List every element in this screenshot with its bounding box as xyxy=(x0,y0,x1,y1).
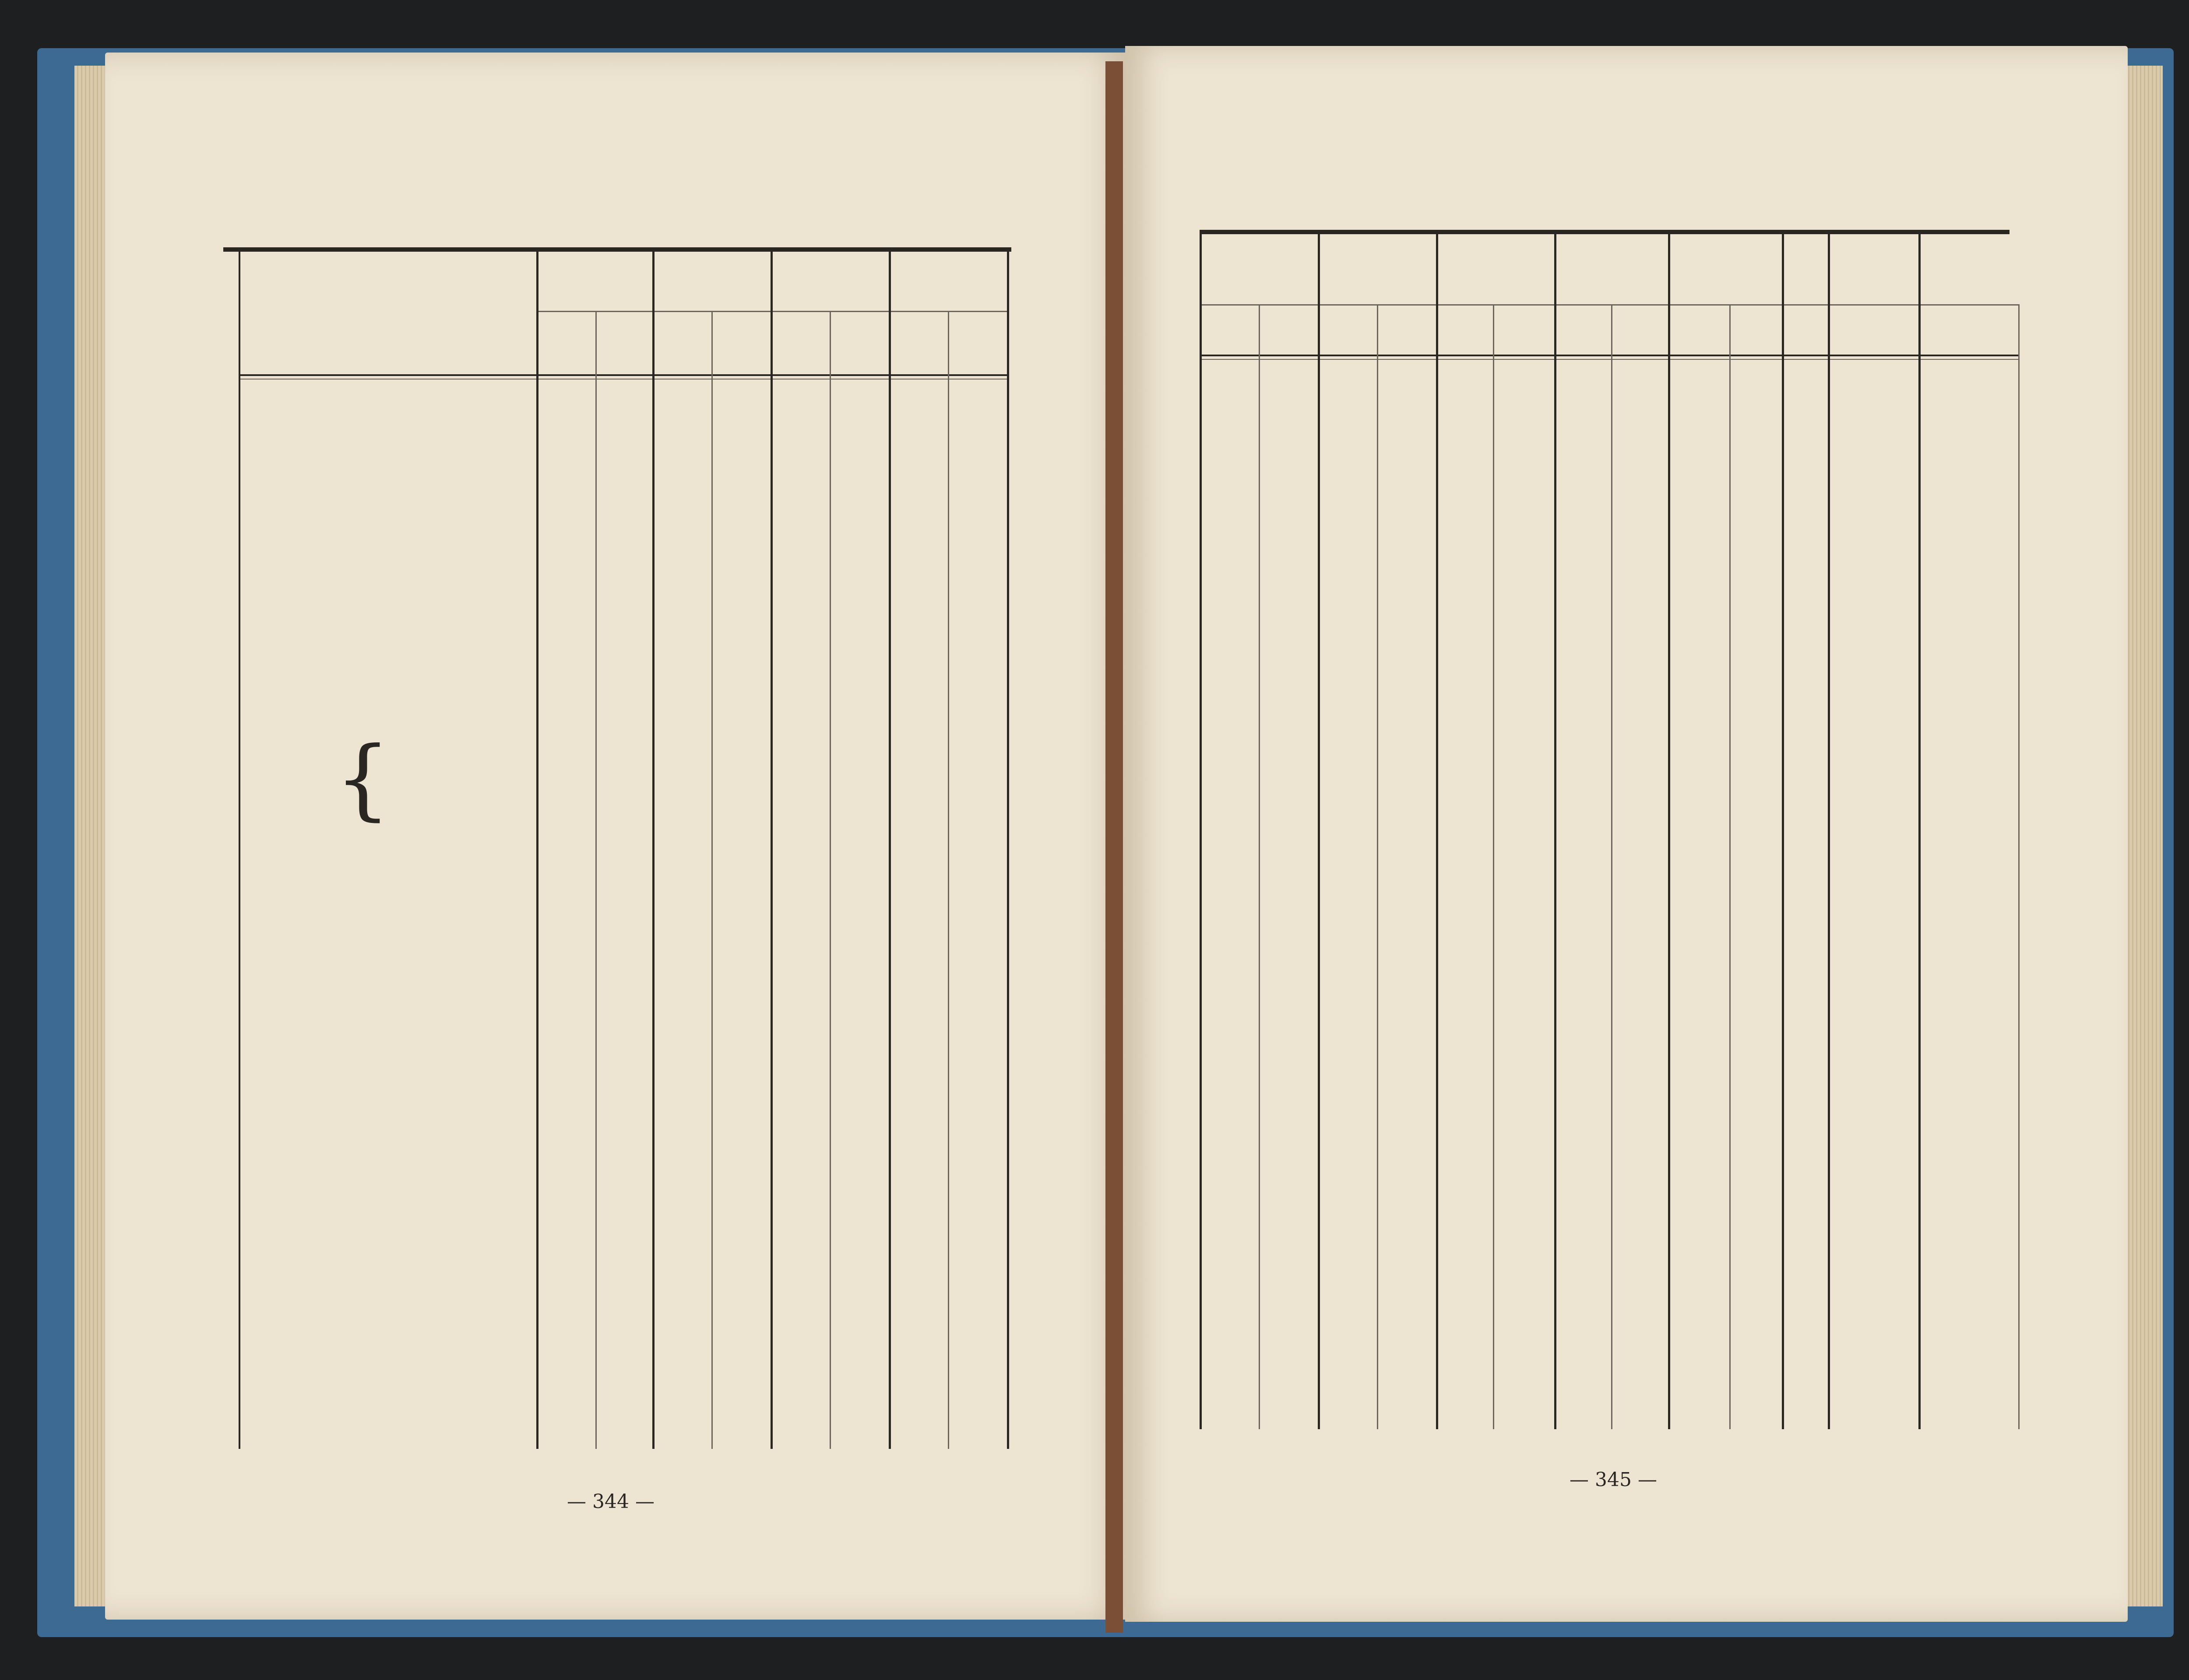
column-rule xyxy=(1377,304,1378,1429)
column-rule xyxy=(652,252,655,1449)
column-rule xyxy=(1782,234,1784,1429)
column-rule xyxy=(771,252,773,1449)
column-rule xyxy=(1611,304,1612,1429)
right-table xyxy=(1125,46,2128,1622)
page-edges-right xyxy=(2126,66,2163,1606)
page-number-right: — 345 — xyxy=(1570,1469,1657,1491)
column-rule xyxy=(1729,304,1731,1429)
brace-icon: { xyxy=(335,728,391,830)
column-rule xyxy=(1668,234,1670,1429)
label-border xyxy=(239,252,240,1449)
column-rule xyxy=(889,252,891,1449)
right-page xyxy=(1125,46,2128,1622)
subheader-rule xyxy=(1200,304,2018,306)
column-rule xyxy=(1918,234,1921,1429)
book-spine xyxy=(1105,61,1123,1633)
column-rule xyxy=(2018,304,2020,1429)
column-rule xyxy=(1828,234,1830,1429)
column-rule xyxy=(1554,234,1556,1429)
page-edges-left xyxy=(74,66,107,1606)
table-top-rule xyxy=(223,247,1011,252)
column-rule xyxy=(1259,304,1260,1429)
column-rule xyxy=(1007,252,1009,1449)
header-rule-2 xyxy=(1200,359,2018,360)
header-rule xyxy=(1200,355,2018,356)
column-rule xyxy=(830,311,831,1449)
column-rule xyxy=(1493,304,1494,1429)
column-rule xyxy=(711,311,713,1449)
column-rule xyxy=(1436,234,1438,1429)
column-rule xyxy=(595,311,597,1449)
page-number-left: — 344 — xyxy=(567,1490,655,1513)
left-table xyxy=(105,53,1125,1620)
column-rule xyxy=(1318,234,1320,1429)
header-rule-2 xyxy=(239,379,1007,380)
column-rule xyxy=(536,252,538,1449)
left-page xyxy=(105,53,1125,1620)
column-rule xyxy=(948,311,949,1449)
header-rule xyxy=(239,374,1007,376)
table-top-rule xyxy=(1200,230,2010,234)
column-rule xyxy=(1200,234,1202,1429)
